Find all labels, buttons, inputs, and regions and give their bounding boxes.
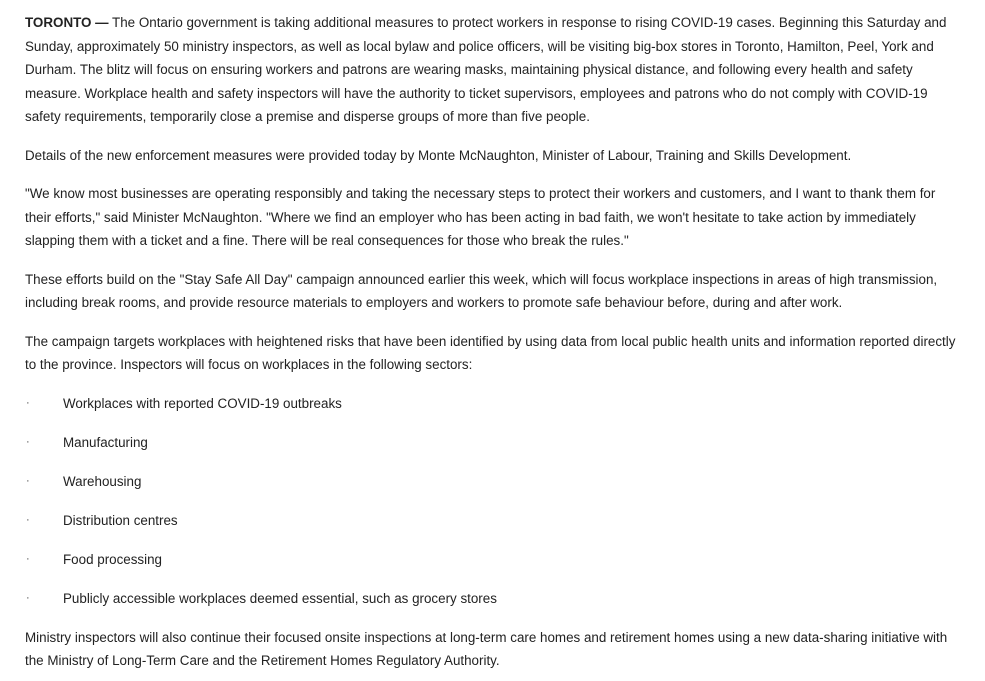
paragraph-campaign: These efforts build on the "Stay Safe All Day" campaign announced earlier this week, which will focus workplace inspections in areas of high transmission, including break rooms, and provide resource materials to employers and workers to promote safe behaviour before, during and after work. bbox=[25, 271, 938, 310]
sector-label: Publicly accessible workplaces deemed essential, such as grocery stores bbox=[63, 590, 497, 606]
sector-label: Distribution centres bbox=[63, 512, 178, 528]
bullet-icon: · bbox=[26, 513, 30, 526]
paragraph-closing: Ministry inspectors will also continue their focused onsite inspections at long-term care homes and retirement homes using a new data-sharing initiative with the Ministry of Long-Term Care and the Retirement Homes Regulatory Authority. bbox=[25, 629, 948, 668]
bullet-icon: · bbox=[26, 435, 30, 448]
bullet-icon: · bbox=[26, 591, 30, 604]
sector-list bbox=[25, 392, 960, 611]
paragraph-details: Details of the new enforcement measures were provided today by Monte McNaughton, Minister of Labour, Training and Skills Development. bbox=[25, 147, 852, 163]
paragraph-intro bbox=[25, 11, 960, 129]
bullet-icon: · bbox=[26, 474, 30, 487]
list-item bbox=[25, 509, 960, 533]
bullet-icon: · bbox=[26, 396, 30, 409]
sector-label: Workplaces with reported COVID-19 outbreaks bbox=[63, 395, 342, 411]
bullet-icon: · bbox=[26, 552, 30, 565]
sector-label: Warehousing bbox=[63, 473, 142, 489]
list-item bbox=[25, 392, 960, 416]
paragraph-sectors-intro: The campaign targets workplaces with heightened risks that have been identified by using data from local public health units and information reported directly to the province. Inspectors will focus on workplaces in the following sectors: bbox=[25, 333, 956, 372]
sector-label: Food processing bbox=[63, 551, 162, 567]
paragraph-text: The Ontario government is taking additional measures to protect workers in response to rising COVID-19 cases. Beginning this Saturday and Sunday, approximately 50 ministry inspectors, as well as local bylaw and police officers, will be visiting big-box stores in Toronto, Hamilton, Peel, York and Durham. The blitz will focus on ensuring workers and patrons are wearing masks, maintaining physical distance, and following every health and safety measure. Workplace health and safety inspectors will have the authority to ticket supervisors, employees and patrons who do not comply with COVID-19 safety requirements, temporarily close a premise and disperse groups of more than five people. bbox=[25, 15, 947, 124]
sector-label: Manufacturing bbox=[63, 434, 148, 450]
list-item bbox=[25, 587, 960, 611]
list-item bbox=[25, 548, 960, 572]
list-item bbox=[25, 431, 960, 455]
dateline: TORONTO — bbox=[25, 15, 109, 30]
paragraph-quote: "We know most businesses are operating responsibly and taking the necessary steps to protect their workers and customers, and I want to thank them for their efforts," said Minister McNaughton. "Where we find an employer who has been acting in bad faith, we won't hesitate to take action by immediately slapping them with a ticket and a fine. There will be real consequences for those who break the rules." bbox=[25, 186, 936, 248]
list-item bbox=[25, 470, 960, 494]
